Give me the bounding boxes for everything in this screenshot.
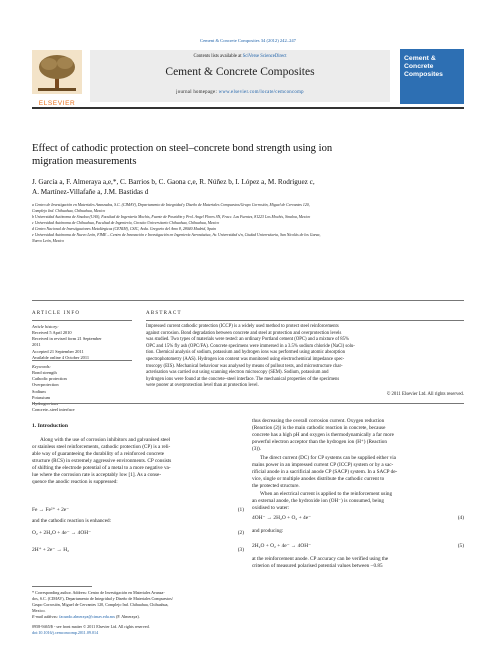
text-line: criterion of measured polarised potential values between −0.85 [252,563,383,570]
history-item: Received in revised form 21 September [32,336,102,342]
intro-mid-text: and the cathodic reaction is enhanced: [32,518,112,524]
text-line: structure (RCS) in extremely aggressive environments. CP consists [32,458,172,465]
text-line: at the reinforcement anode. CP accuracy can be verified using the [252,556,389,562]
text-line: of shifting the electrode potential of a metal to a more negative va- [32,465,171,472]
text-line: or stainless steel reinforcements, cathodic protection (CP) is a reli- [32,444,171,451]
footnote-line: * Corresponding author. Address: Centro de Investigación en Materiales Avanza- [32,590,165,595]
equation-2: O₂ + 2H₂O + 4e⁻ → 4OH⁻ [32,530,91,536]
author-list [32,177,315,197]
abstract-line: was studied. Two types of materials were tested: an ordinary Portland cement (OPC) and a mixture of 85% [146,337,349,343]
contents-prefix: Contents lists available at [193,54,243,59]
keywords-rule [32,360,132,361]
intro-paragraph-1 [32,437,244,486]
text-line: concrete has a high pH and oxygen is thermodynamically a far more [252,432,394,439]
keyword: Overprotection [32,382,59,388]
authors-line: A. Martínez-Villafañe a, J.M. Bastidas d [32,188,149,196]
text-line: Along with the use of corrosion inhibitors and galvanised steel [40,437,171,443]
keyword: Sodium [32,388,46,394]
journal-title: Cement & Concrete Composites [165,66,315,78]
header-rule [32,107,464,109]
elsevier-logo-text: ELSEVIER [38,100,76,107]
article-history [32,324,138,361]
article-history-label: Article history: [32,324,59,329]
text-line: powerful electron acceptor than the hydrogen ion (H⁺) (Reaction [252,439,387,446]
text-line: quence the anodic reaction is suppressed: [32,479,118,486]
abstract-text [146,324,464,390]
journal-reference[interactable]: Cement & Concrete Composites 34 (2012) 242–247 [200,38,296,43]
equation-3-number: (3) [237,547,244,553]
homepage-line [90,90,390,95]
abstract-rule [146,320,464,321]
history-item: Received 5 April 2010 [32,330,72,336]
journal-cover-thumbnail [400,49,464,104]
title-line: Effect of cathodic protection on steel–concrete bond strength using ion [32,143,333,154]
equation-4: 4OH⁻ → 2H₂O + O₂ + 4e⁻ [252,515,311,521]
text-line: rificial anode in a sacrificial anode CP (SACP) system. In a SACP de- [252,469,398,476]
affiliation: Complejo Ind. Chihuahua, Chihuahua, Mexico [32,209,106,214]
text-line: mains power in an impressed current CP (ICCP) system or by a sac- [252,462,394,469]
issn-line: 0958-9465/$ - see front matter © 2011 Elsevier Ltd. All rights reserved. [32,624,150,629]
email-line [32,614,244,620]
copyright-notice: © 2011 Elsevier Ltd. All rights reserved. [386,392,464,397]
doi-link[interactable]: doi:10.1016/j.cemconcomp.2011.09.014 [32,630,99,635]
abstract-line: troscopy (EIS). Mechanical behaviour was analysed by means of pullout tests, and microstructure char- [146,363,343,369]
title-line: migration measurements [32,156,137,167]
equation-5: 2H₂O + O₂ + 4e⁻ → 4OH⁻ [252,543,311,549]
text-line: When an electrical current is applied to the reinforcement using [260,491,393,497]
corresponding-author-footnote [32,590,244,620]
equation-1-number: (1) [237,507,244,513]
affiliation: a Centro de Investigación en Materiales Avanzados, S.C. (CIMAV), Departamento de Integridad y Diseño de Materiales Compuestos/Grupo Corrosión, Miguel de Cervantes 120, [32,203,310,207]
text-line: the protected structure. [252,483,300,490]
info-top-rule [32,300,464,301]
equation-4-number: (4) [457,515,464,521]
right-paragraph-4 [252,556,464,570]
abstract-line: against corrosion. Bond degradation between concrete and steel at protection and overprotection levels [146,330,342,336]
text-line: an external anode, the hydroxide ion (OH⁻) is consumed, being [252,498,384,505]
affiliation: e Universidad Autónoma de Nuevo León, FIME – Centro de Innovación e Investigación en Ingeniería Aeronáutica, Av. Universidad s/n, Ciudad Universitaria, San Nicolás de los Garza, [32,233,321,238]
text-line: (Reaction (2)) is the main cathodic reaction in concrete, because [252,425,386,432]
history-item: Available online 4 October 2011 [32,354,90,360]
abstract-heading: ABSTRACT [146,311,182,316]
footnote-rule [32,586,92,587]
affiliation: b Universidad Autónoma de Sinaloa (UAS), Facultad de Ingeniería Mochis, Fuente de Poseidón y Prol. Angel Flores SN, Fracc. Las Fuentes, 81223 Los Mochis, Sinaloa, Mexico [32,215,311,220]
text-line: thus decreasing the overall corrosion current. Oxygen reduction [252,418,385,424]
elsevier-tree-icon [32,50,82,94]
keywords-label: Keywords: [32,364,51,369]
affiliations [32,202,468,244]
right-paragraph-3 [252,491,464,512]
cover-title: Cement & Concrete Composites [404,55,443,78]
abstract-bottom-rule [32,403,464,404]
email-suffix: (F. Almeraya). [115,613,140,619]
affiliation: d Centro Nacional de Investigaciones Metalúrgicas (CENIM), CSIC, Avda. Gregorio del Amo 8, 28040 Madrid, Spain [32,227,216,232]
homepage-link[interactable]: www.elsevier.com/locate/cemconcomp [218,90,304,95]
article-info-heading: ARTICLE INFO [32,311,81,316]
text-line: able way of guaranteeing the durability of a reinforced concrete [32,451,165,458]
email-label: E-mail address: [32,613,60,619]
abstract-line: acterisation was carried out using scanning electron microscopy (SEM). Sodium, potassium and [146,370,329,376]
affiliation: Nuevo León, Mexico [32,239,65,244]
text-line: The direct current (DC) for CP systems can be supplied either via [260,455,396,461]
footnote-line: dos, S.C. (CIMAV), Departamento de Integridad y Diseño de Materiales Compuestos/ [32,595,173,601]
article-info-rule [32,320,132,321]
footnote-line: Grupo Corrosión, Miguel de Cervantes 120, Complejo Ind. Chihuahua, Chihuahua, [32,601,169,607]
elsevier-logo [32,50,82,107]
abstract-line: OPC and 15% fly ash (OPC/FA). Concrete specimens were immersed in a 3.5% sodium chloride (NaCl) solu- [146,343,355,349]
equation-5-number: (5) [457,543,464,549]
abstract-line: hydrogen ions were found at the concrete–steel interface. The mechanical properties of the specimens [146,376,340,382]
keyword: Potassium [32,394,51,400]
right-paragraph-1 [252,418,464,453]
email-link[interactable]: facundo.almeraya@cimav.edu.mx [59,613,116,619]
equation-2-number: (2) [237,530,244,536]
article-title [32,142,332,168]
text-line: oxidised to water: [252,505,290,512]
text-line: (3)). [252,446,262,453]
homepage-prefix: journal homepage: [176,90,219,95]
abstract-line: were poorer at overprotection level than at protection level. [146,383,259,389]
history-item: 2011 [32,342,41,348]
abstract-line: Impressed current cathodic protection (ICCP) is a widely used method to protect steel reinforcements [146,324,339,329]
abstract-line: spectrophotometry (AAS). Hydrogen ion content was monitored using electrochemical impedance spec- [146,356,345,362]
equation-3: 2H⁺ + 2e⁻ → H₂ [32,547,69,553]
history-item: Accepted 21 September 2011 [32,348,84,354]
contents-line [90,54,390,60]
keyword: Concrete–steel interface [32,407,75,413]
affiliation: c Universidad Autónoma de Chihuahua, Facultad de Ingeniería, Circuito Universitario Chihuahua, Chihuahua, Mexico [32,221,220,226]
equation-1: Fe → Fe²⁺ + 2e⁻ [32,507,69,513]
right-paragraph-2 [252,455,464,490]
keyword: Hydrogen ions [32,400,58,406]
sciencedirect-link[interactable]: SciVerse ScienceDirect [242,54,287,59]
text-line: vice, single or multiple anodes distribute the cathodic current to [252,476,385,483]
abstract-line: tion. Chemical analysis of sodium, potassium and hydrogen ions was performed using atomic absorption [146,350,346,356]
front-matter [32,624,272,636]
keyword: Cathodic protection [32,376,67,382]
section-heading-introduction: 1. Introduction [32,423,68,429]
right-mid-text: and producing: [252,528,284,534]
text-line: lue where the corrosion rate is acceptably low [1]. As a conse- [32,472,162,479]
keyword: Bond strength [32,370,57,376]
keywords [32,364,138,413]
footnote-line: Mexico. [32,607,46,613]
authors-line: J. García a, F. Almeraya a,e,*, C. Barrios b, C. Gaona c,e, R. Núñez b, I. López a, M. Rodríguez c, [32,178,315,186]
